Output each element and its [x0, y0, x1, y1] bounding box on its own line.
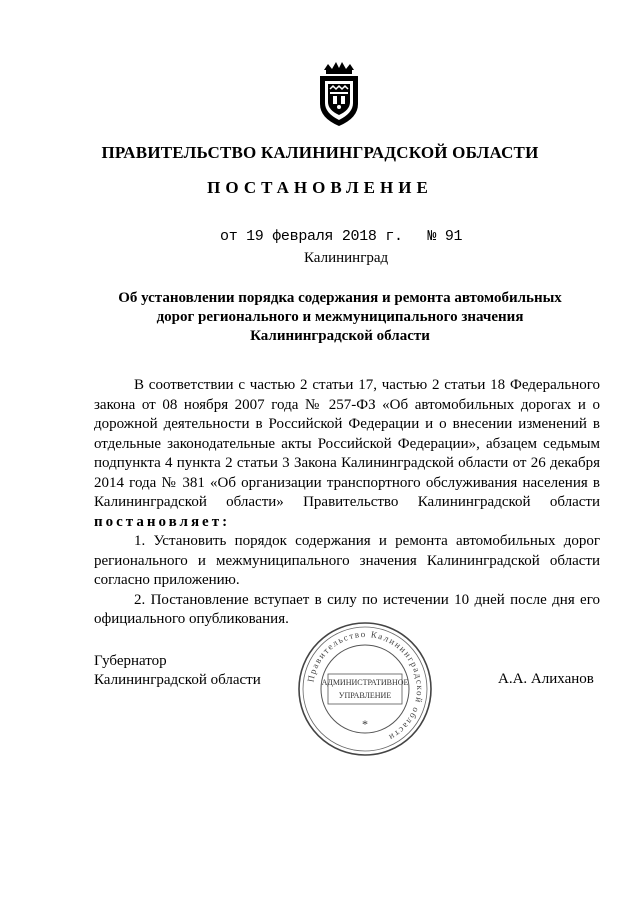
subject-line: Калининградской области — [250, 328, 430, 344]
preamble-text: В соответствии с частью 2 статьи 17, частью 2 статьи 18 Федерального закона от 08 ноября 2007 года № 257-ФЗ «Об автомобильных дорогах и о дорожной деятельности в Российской Федерации и о внесении изменений в отдельные законодательные акты Российской Федерации», абзацем седьмым подпункта 4 пункта 2 статьи 3 Закона Калининградской области от 26 декабря 2014 года № 381 «Об организации транспортного обслуживания населения в Калининградской области» Правительство Калининградской области — [94, 377, 600, 510]
stamp-ring-text: Правительство Калининградской области — [305, 628, 426, 744]
stamp-star: * — [362, 717, 368, 731]
date-line — [220, 228, 462, 245]
signer-title-line: Калининградской области — [94, 672, 261, 688]
subject-line: Об установлении порядка содержания и ремонта автомобильных — [118, 290, 562, 306]
document-type: ПОСТАНОВЛЕНИЕ — [207, 178, 433, 197]
item-1: 1. Установить порядок содержания и ремонта автомобильных дорог регионального и межмуниципального значения Калининградской области согласно приложению. — [94, 533, 600, 588]
document-body — [94, 376, 600, 630]
signer-name: А.А. Алиханов — [498, 671, 594, 687]
preamble-paragraph — [94, 376, 600, 532]
document-number: № 91 — [427, 228, 463, 245]
stamp-center-line: АДМИНИСТРАТИВНОЕ — [321, 678, 409, 687]
document-subject — [110, 289, 570, 346]
document-date: от 19 февраля 2018 г. — [220, 228, 403, 245]
stamp-center-line: УПРАВЛЕНИЕ — [338, 691, 392, 700]
city: Калининград — [304, 250, 389, 266]
official-stamp — [294, 618, 436, 760]
resolves-word: постановляет: — [94, 513, 231, 530]
government-title: ПРАВИТЕЛЬСТВО КАЛИНИНГРАДСКОЙ ОБЛАСТИ — [101, 143, 539, 162]
signer-title — [94, 652, 261, 690]
signer-title-line: Губернатор — [94, 653, 167, 669]
coat-of-arms-icon — [316, 60, 362, 130]
subject-line: дорог регионального и межмуниципального значения — [156, 309, 524, 325]
item-2: 2. Постановление вступает в силу по истечении 10 дней после дня его официального опубликования. — [94, 591, 600, 627]
